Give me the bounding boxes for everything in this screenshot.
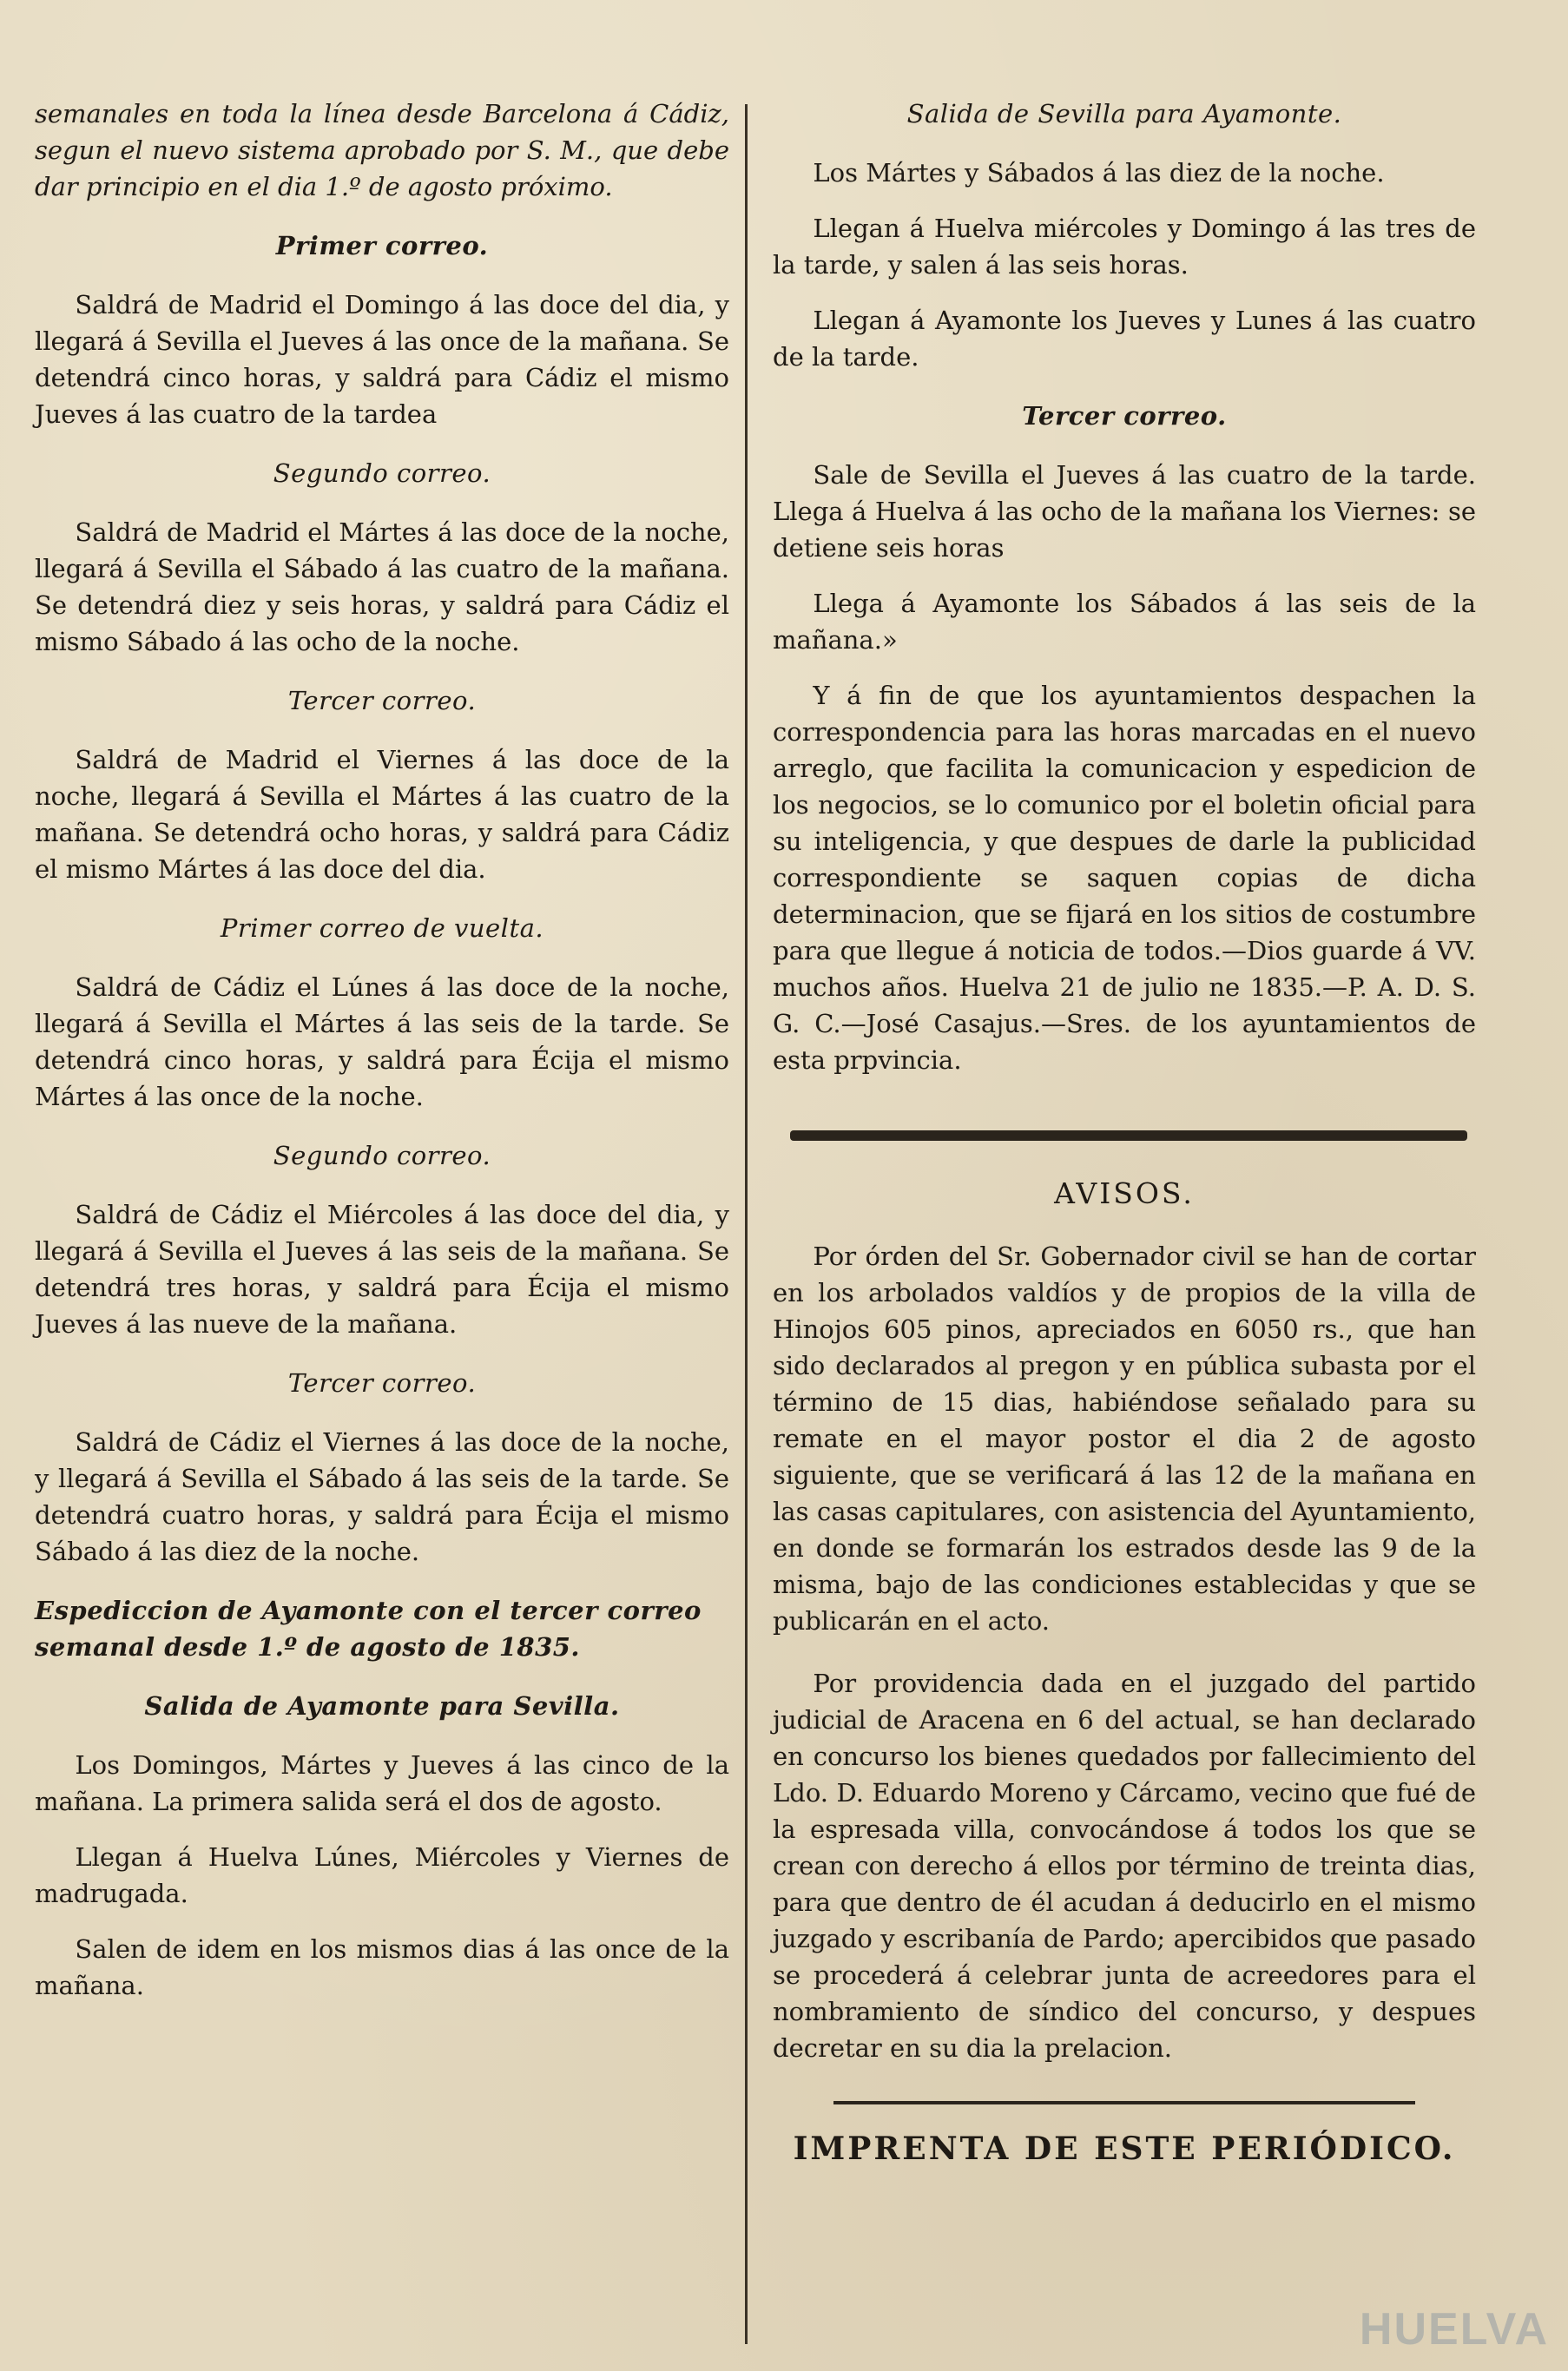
heading-primer-correo-vuelta: Primer correo de vuelta. — [220, 913, 544, 943]
heading-tercer-correo-vuelta: Tercer correo. — [287, 1368, 477, 1398]
paragraph-aviso-hinojos: Por órden del Sr. Gobernador civil se han de cortar en los arbolados valdíos y de propios de la villa de Hinojos 605 pinos, apreciados en 6050 rs., que han sido declarados al pregon y en pública subasta por el término de 15 dias, habiéndose señalado para su remate en el mayor postor el dia 2 de agosto siguiente, que se verificará á las 12 de la mañana en las casas capitulares, con asistencia del Ayuntamiento, en donde se formarán los estrados desde las 9 de la misma, bajo de las condiciones establecidas y que se publicarán en el acto. — [773, 1241, 1476, 1636]
paragraph-closing-order: Y á fin de que los ayuntamientos despachen la correspondencia para las horas marcadas en el nuevo arreglo, que facilita la comunicacion y espedicion de los negocios, se lo comunico por el boletin oficial para su inteligencia, y que despues de darle la publicidad correspondiente se saquen copias de dicha determinacion, que se fijará en los sitios de costumbre para que llegue á noticia de todos.—Dios guarde á VV. muchos años. Huelva 21 de julio ne 1835.—P. A. D. S. G. C.—José Casajus.—Sres. de los ayuntamientos de esta prpvincia. — [773, 681, 1476, 1075]
heading-segundo-correo-vuelta: Segundo correo. — [273, 1141, 491, 1170]
left-column — [35, 95, 729, 2023]
intro-paragraph: semanales en toda la línea desde Barcelona á Cádiz, segun el nuevo sistema aprobado por S. M., que debe dar principio en el dia 1.º de agosto próximo. — [35, 99, 729, 201]
watermark-text: HUELVA — [1359, 2304, 1549, 2355]
section-rule — [790, 1130, 1467, 1141]
paragraph-sevilla-3: Llegan á Ayamonte los Jueves y Lunes á las cuatro de la tarde. — [773, 306, 1476, 372]
paragraph-primer-correo: Saldrá de Madrid el Domingo á las doce del dia, y llegará á Sevilla el Jueves á las once de la mañana. Se detendrá cinco horas, y saldrá para Cádiz el mismo Jueves á las cuatro de la tardea — [35, 290, 729, 429]
paragraph-tercer-ayamonte-1: Sale de Sevilla el Jueves á las cuatro de la tarde. Llega á Huelva á las ocho de la mañana los Viernes: se detiene seis horas — [773, 460, 1476, 563]
paragraph-salida-ayamonte-1: Los Domingos, Mártes y Jueves á las cinco de la mañana. La primera salida será el dos de agosto. — [35, 1750, 729, 1816]
paragraph-sevilla-1: Los Mártes y Sábados á las diez de la noche. — [813, 158, 1385, 188]
heading-tercer-correo-ayamonte: Tercer correo. — [1022, 401, 1227, 431]
archive-seal — [1288, 2260, 1549, 2355]
paragraph-segundo-correo: Saldrá de Madrid el Mártes á las doce de la noche, llegará á Sevilla el Sábado á las cuatro de la mañana. Se detendrá diez y seis horas, y saldrá para Cádiz el mismo Sábado á las ocho de la noche. — [35, 517, 729, 656]
heading-espedicion-ayamonte: Espediccion de Ayamonte con el tercer correo semanal desde 1.º de agosto de 1835. — [35, 1596, 702, 1662]
right-column — [773, 95, 1476, 2167]
imprint-line: IMPRENTA DE ESTE PERIÓDICO. — [793, 2131, 1456, 2167]
paragraph-sevilla-2: Llegan á Huelva miércoles y Domingo á las tres de la tarde, y salen á las seis horas. — [773, 214, 1476, 280]
paragraph-segundo-correo-vuelta: Saldrá de Cádiz el Miércoles á las doce del dia, y llegará á Sevilla el Jueves á las seis de la mañana. Se detendrá tres horas, y saldrá para Écija el mismo Jueves á las nueve de la mañana. — [35, 1200, 729, 1339]
heading-primer-correo: Primer correo. — [275, 231, 489, 260]
paragraph-primer-correo-vuelta: Saldrá de Cádiz el Lúnes á las doce de la noche, llegará á Sevilla el Mártes á las seis de la tarde. Se detendrá cinco horas, y saldrá para Écija el mismo Mártes á las once de la noche. — [35, 972, 729, 1111]
paragraph-aviso-aracena: Por providencia dada en el juzgado del partido judicial de Aracena en 6 del actual, se han declarado en concurso los bienes quedados por fallecimiento del Ldo. D. Eduardo Moreno y Cárcamo, vecino que fué de la espresada villa, convocándose á todos los que se crean con derecho á ellos por término de treinta dias, para que dentro de él acudan á deducirlo en el mismo juzgado y escribanía de Pardo; apercibidos que pasado se procederá á celebrar junta de acreedores para el nombramiento de síndico del concurso, y despues decretar en su dia la prelacion. — [773, 1669, 1476, 2063]
heading-segundo-correo: Segundo correo. — [273, 458, 491, 488]
paragraph-salida-ayamonte-3: Salen de idem en los mismos dias á las once de la mañana. — [35, 1934, 729, 2000]
paragraph-tercer-correo: Saldrá de Madrid el Viernes á las doce de la noche, llegará á Sevilla el Mártes á las cuatro de la mañana. Se detendrá ocho horas, y saldrá para Cádiz el mismo Mártes á las doce del dia. — [35, 745, 729, 884]
paragraph-tercer-ayamonte-2: Llega á Ayamonte los Sábados á las seis de la mañana.» — [773, 589, 1476, 655]
column-divider — [745, 104, 748, 2344]
heading-tercer-correo: Tercer correo. — [287, 686, 477, 715]
paragraph-tercer-correo-vuelta: Saldrá de Cádiz el Viernes á las doce de la noche, y llegará á Sevilla el Sábado á las seis de la tarde. Se detendrá cuatro horas, y saldrá para Écija el mismo Sábado á las diez de la noche. — [35, 1427, 729, 1566]
paragraph-salida-ayamonte-2: Llegan á Huelva Lúnes, Miércoles y Viernes de madrugada. — [35, 1842, 729, 1908]
heading-salida-ayamonte: Salida de Ayamonte para Sevilla. — [144, 1691, 620, 1721]
heading-avisos: AVISOS. — [1054, 1176, 1195, 1210]
closing-rule — [833, 2101, 1415, 2104]
heading-salida-sevilla: Salida de Sevilla para Ayamonte. — [906, 99, 1342, 128]
